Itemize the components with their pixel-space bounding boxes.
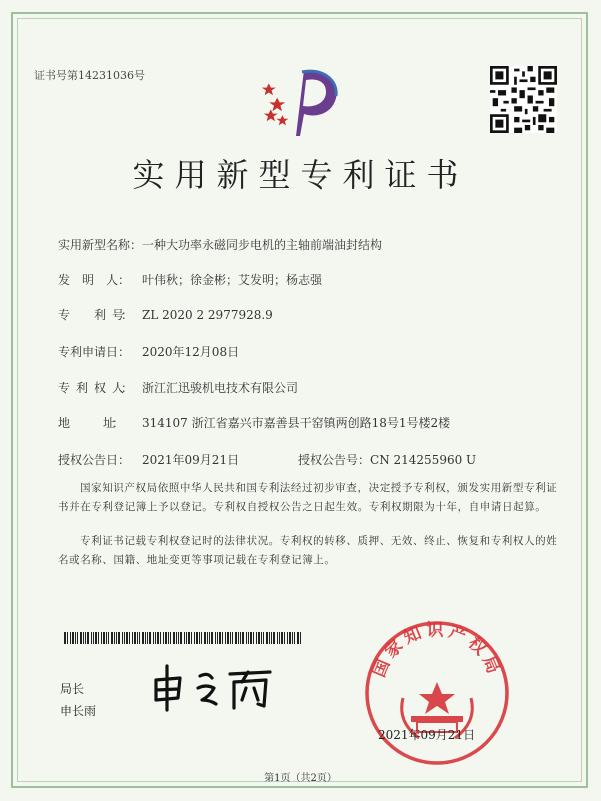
field-label: 实用新型名称： [58,238,143,252]
field-value: CN 214255960 U [370,453,477,467]
certificate-title: 实用新型专利证书 [132,156,469,194]
official-seal [362,618,512,768]
field-label: 地 址： [58,416,122,430]
field-label: 专 利 权 人： [58,381,131,395]
page-footer: 第1页（共2页） [264,773,337,784]
svg-text:国家知识产权局 [369,621,504,681]
field-value: 叶伟秋；徐金彬；艾发明；杨志强 [142,273,323,287]
director-signature [150,660,280,715]
field-value: 314107 浙江省嘉兴市嘉善县干窑镇两创路18号1号楼2楼 [142,416,451,430]
field-label: 授权公告日： [58,453,131,467]
qr-code-icon [490,66,557,133]
grant-statement-paragraph: 国家知识产权局依照中华人民共和国专利法经过初步审查，决定授予专利权，颁发实用新型专利证书并在专利登记簿上予以登记。专利权自授权公告之日起生效。专利权期限为十年，自申请日起算。 [58,482,558,513]
grant-date-row [58,451,239,468]
issue-date: 2021年09月21日 [378,728,476,742]
grant-number-row [298,451,476,468]
utility-model-name-row [58,236,382,253]
seal-text: 国家知识产权局 [369,620,505,681]
field-label: 专利申请日： [58,345,131,359]
cnipa-logo [258,62,344,142]
legal-status-paragraph: 专利证书记载专利权登记时的法律状况。专利权的转移、质押、无效、终止、恢复和专利权人的姓名或名称、国籍、地址变更等事项记载在专利登记簿上。 [58,535,558,566]
field-value: 2020年12月08日 [142,345,240,359]
certificate-number: 证书号第14231036号 [34,69,145,82]
field-value: 2021年09月21日 [142,453,240,467]
field-label: 发 明 人： [58,273,131,287]
director-title: 局长 [60,682,85,696]
field-label: 授权公告号： [298,453,371,467]
barcode-icon [64,632,304,644]
field-value: 一种大功率永磁同步电机的主轴前端油封结构 [142,238,383,252]
application-date-row [58,343,239,360]
field-label: 专 利 号： [58,308,131,322]
director-name: 申长雨 [60,704,97,718]
patent-number-row [58,306,273,323]
address-row [58,414,450,431]
inventor-row [58,271,322,288]
field-value: ZL 2020 2 2977928.9 [142,308,273,322]
patentee-row [58,379,298,396]
field-value: 浙江汇迅骏机电技术有限公司 [142,381,299,395]
